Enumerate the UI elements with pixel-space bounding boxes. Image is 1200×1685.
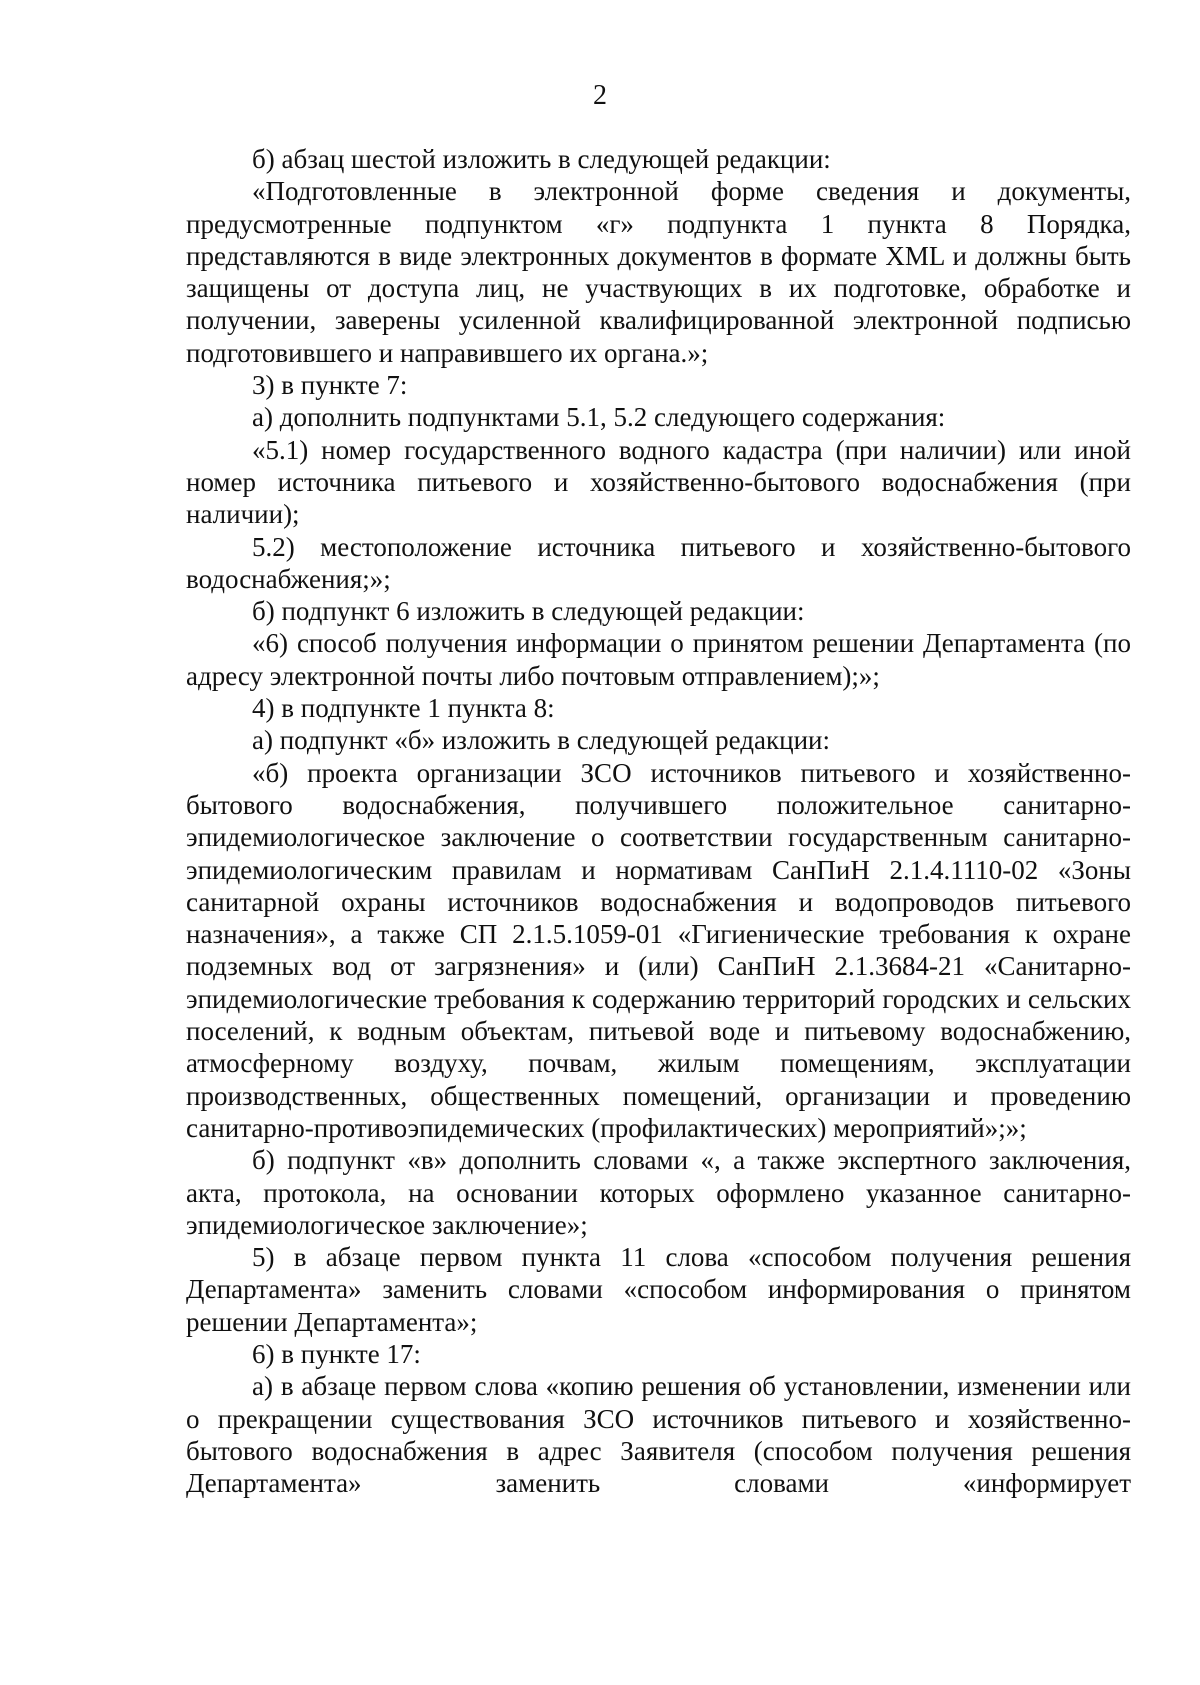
paragraph-item-3a: а) дополнить подпунктами 5.1, 5.2 следующего содержания:	[252, 402, 946, 433]
paragraph-item-3: 3) в пункте 7:	[252, 370, 408, 401]
paragraph-item-3b: б) подпункт 6 изложить в следующей редакции:	[252, 596, 805, 627]
paragraph-intro-6th: б) абзац шестой изложить в следующей редакции:	[252, 144, 831, 174]
paragraph-xml-requirements: «Подготовленные в электронной форме сведения и документы, предусмотренные подпунктом «г» подпункта 1 пункта 8 Порядка, представляются в виде электронных документов в формате XML и должны быть защищены от доступа лиц, не участвующих в их подготовке, обработке и получении, заверены усиленной квалифицированной электронной подписью подготовившего и направившего их органа.»;	[186, 176, 1131, 368]
paragraph-5-2: 5.2) местоположение источника питьевого и хозяйственно-бытового водоснабжения;»;	[186, 531, 1131, 594]
paragraph-6-info-method: «6) способ получения информации о принятом решении Департамента (по адресу электронной почты либо почтовым отправлением);»;	[186, 628, 1131, 691]
document-body	[186, 143, 1131, 1499]
paragraph-item-4b: б) подпункт «в» дополнить словами «, а также экспертного заключения, акта, протокола, на основании которых оформлено указанное санитарно-эпидемиологическое заключение»;	[186, 1145, 1131, 1240]
paragraph-item-5: 5) в абзаце первом пункта 11 слова «способом получения решения Департамента» заменить словами «способом информирования о принятом решении Департамента»;	[186, 1242, 1131, 1337]
paragraph-item-6: 6) в пункте 17:	[252, 1338, 421, 1369]
paragraph-item-4a: а) подпункт «б» изложить в следующей редакции:	[252, 725, 830, 756]
paragraph-item-6a: а) в абзаце первом слова «копию решения об установлении, изменении или о прекращении существования ЗСО источников питьевого и хозяйственно-бытового водоснабжения в адрес Заявителя (способом получения решения Департамента» заменить словами «информирует	[186, 1371, 1131, 1499]
page-number: 2	[593, 80, 607, 111]
paragraph-5-1: «5.1) номер государственного водного кадастра (при наличии) или иной номер источника питьевого и хозяйственно-бытового водоснабжения (при наличии);	[186, 434, 1131, 530]
paragraph-zso-project: «б) проекта организации ЗСО источников питьевого и хозяйственно-бытового водоснабжения, получившего положительное санитарно-эпидемиологическое заключение о соответствии государственным санитарно-эпидемиологическим правилам и нормативам СанПиН 2.1.4.1110-02 «Зоны санитарной охраны источников водоснабжения и водопроводов питьевого назначения», а также СП 2.1.5.1059-01 «Гигиенические требования к охране подземных вод от загрязнения» и (или) СанПиН 2.1.3684-21 «Санитарно-эпидемиологические требования к содержанию территорий городских и сельских поселений, к водным объектам, питьевой воде и питьевому водоснабжению, атмосферному воздуху, почвам, жилым помещениям, эксплуатации производственных, общественных помещений, организации и проведению санитарно-противоэпидемических (профилактических) мероприятий»;»;	[186, 757, 1131, 1143]
paragraph-item-4: 4) в подпункте 1 пункта 8:	[252, 693, 555, 724]
